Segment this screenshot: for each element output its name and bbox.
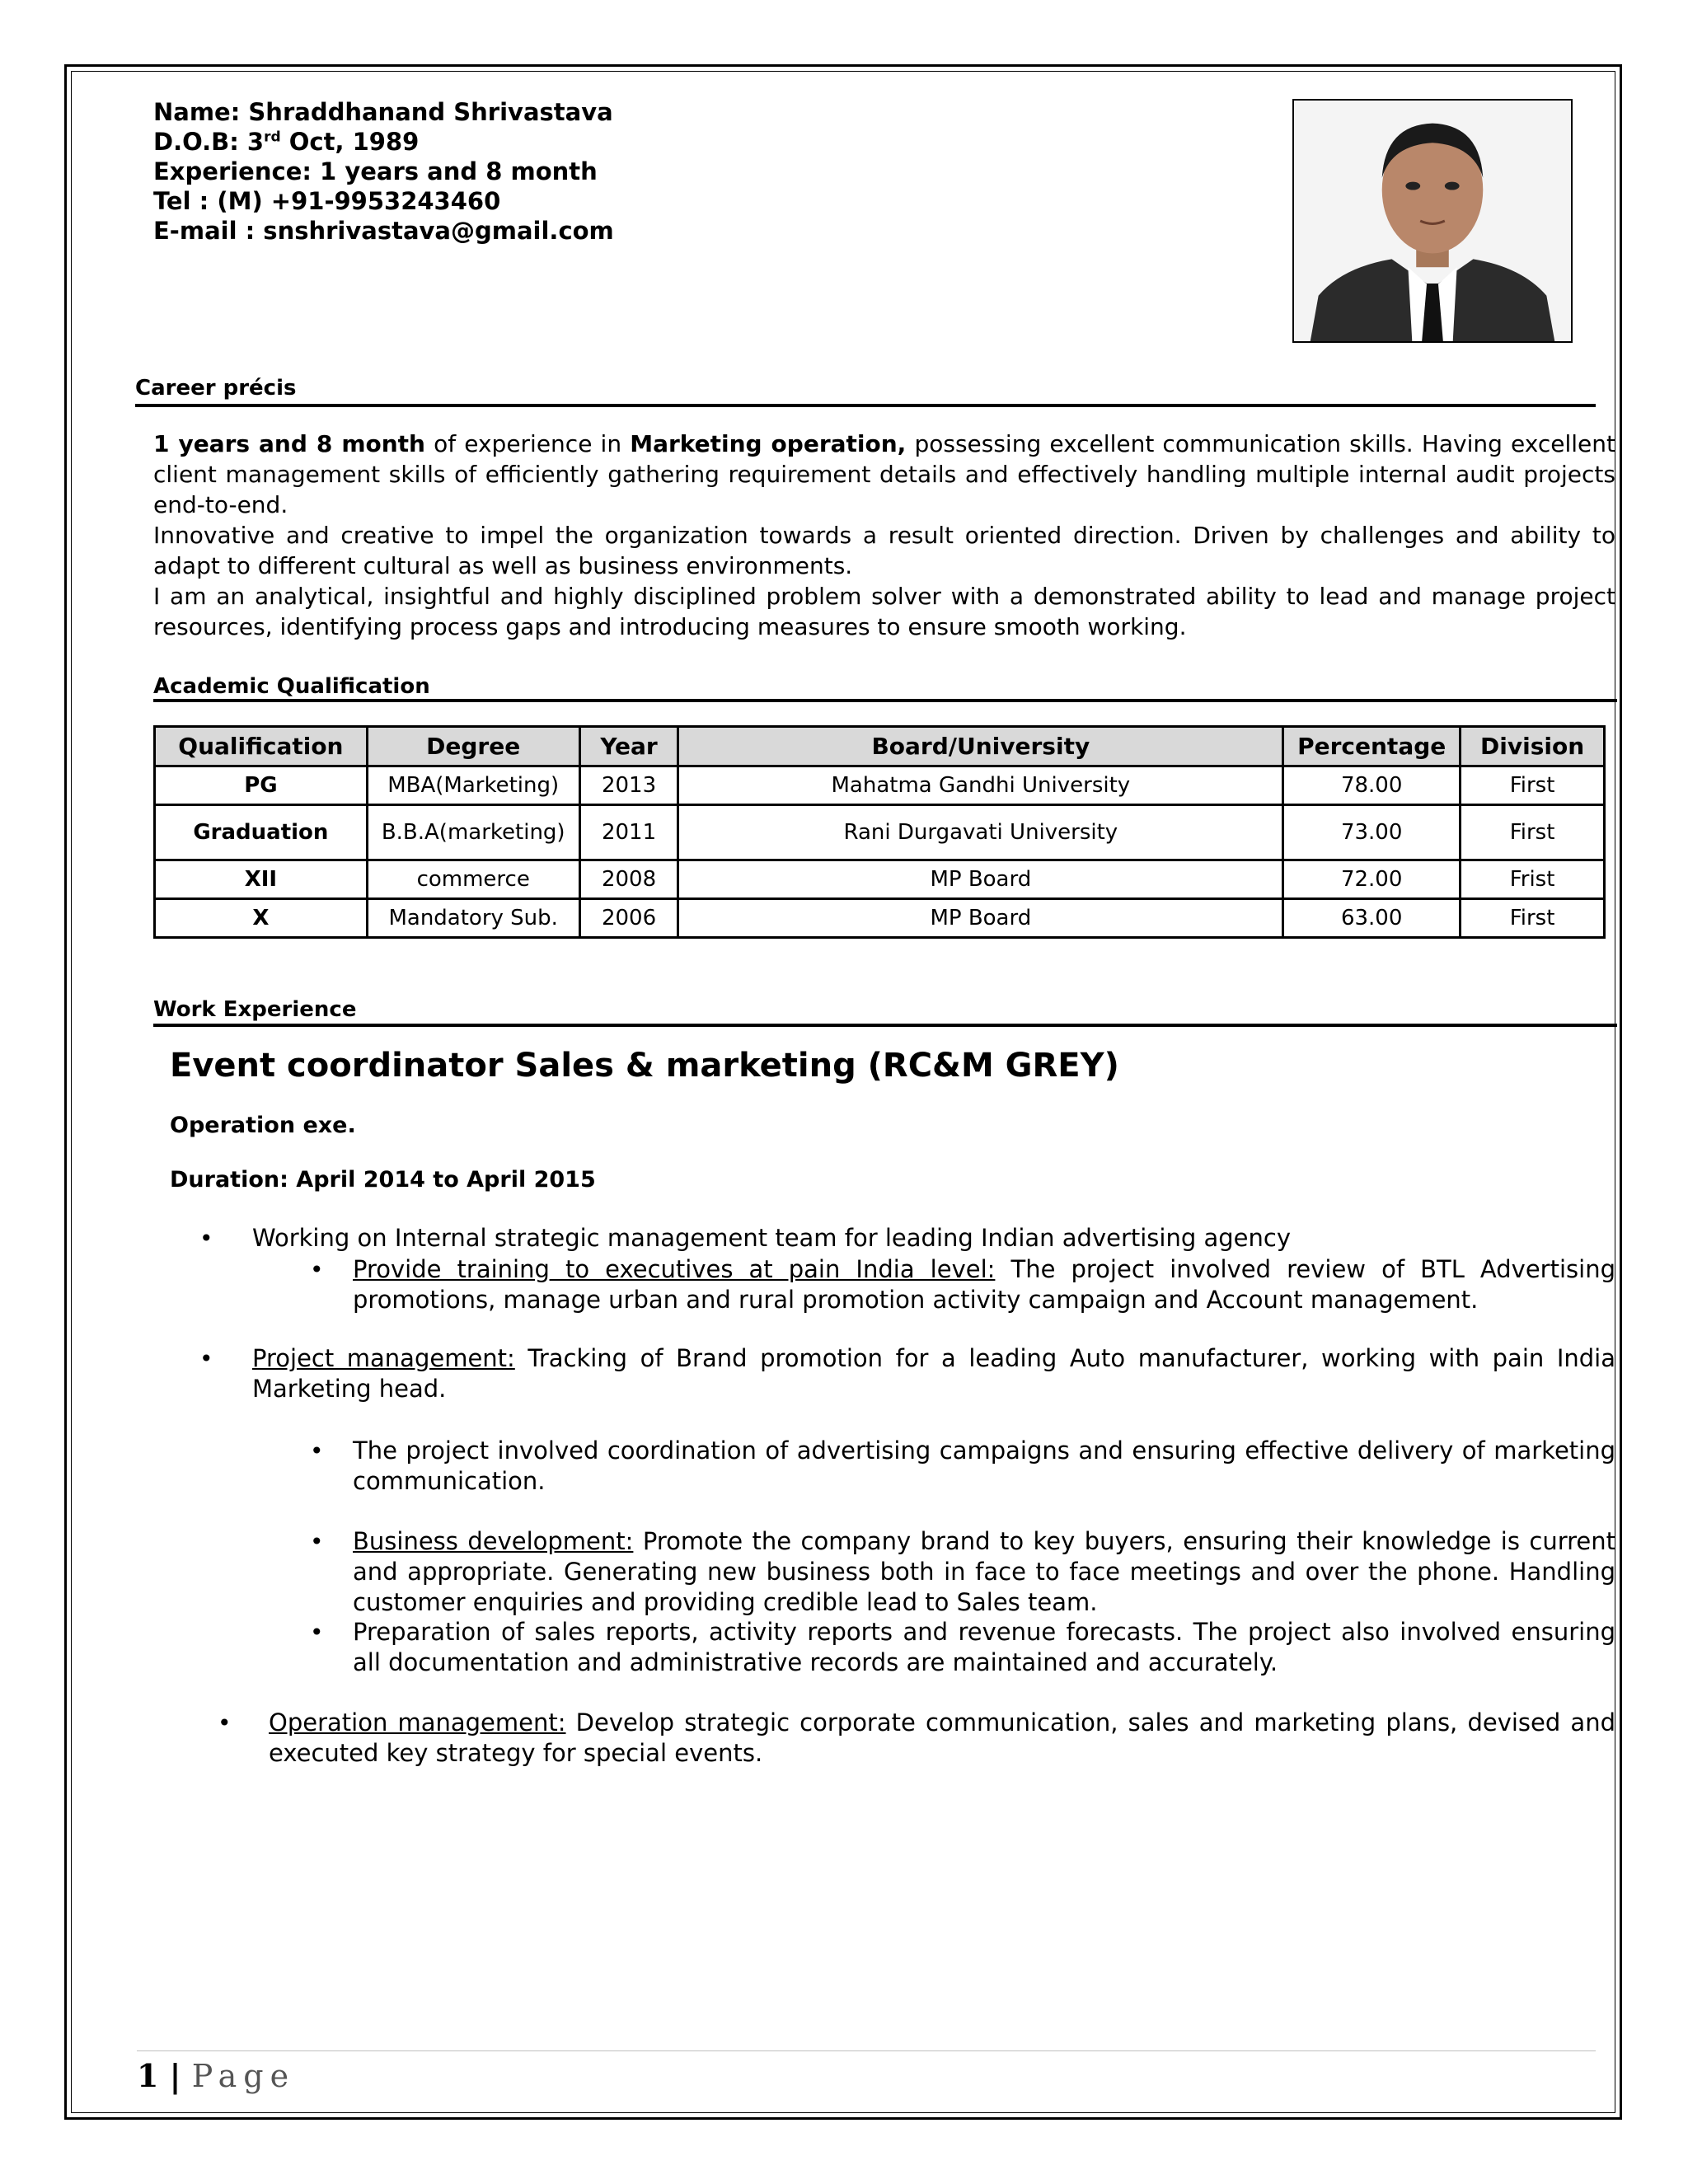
column-header: Degree: [367, 727, 579, 766]
list-item: • Project management: Tracking of Brand promotion for a leading Auto manufacturer, working with pain India Marketing head.: [199, 1344, 1615, 1403]
column-header: Division: [1461, 727, 1605, 766]
table-cell: First: [1461, 899, 1605, 938]
table-cell: 63.00: [1283, 899, 1461, 938]
bullet-icon: •: [199, 1225, 213, 1252]
job-role: Operation exe.: [170, 1113, 356, 1138]
table-cell: 2011: [579, 805, 678, 860]
table-cell: 2013: [579, 766, 678, 805]
page-label: Page: [191, 2058, 296, 2094]
page-footer: [137, 2057, 295, 2094]
table-cell: PG: [155, 766, 368, 805]
page-number: 1: [137, 2057, 159, 2094]
list-item: • Working on Internal strategic management team for leading Indian advertising agency: [199, 1224, 1291, 1252]
bullet-icon: •: [199, 1345, 213, 1372]
bullet-icon: •: [310, 1437, 324, 1465]
experience-line: Experience: 1 years and 8 month: [153, 157, 598, 185]
table-row: [155, 860, 1605, 899]
table-cell: First: [1461, 766, 1605, 805]
column-header: Percentage: [1283, 727, 1461, 766]
column-header: Year: [579, 727, 678, 766]
table-cell: X: [155, 899, 368, 938]
career-precis-rule: [135, 404, 1596, 407]
career-precis-body: [153, 429, 1615, 642]
career-precis-heading: Career précis: [135, 376, 297, 401]
list-item: • The project involved coordination of advertising campaigns and ensuring effective delivery of marketing communication.: [310, 1436, 1615, 1495]
personal-details: [153, 97, 614, 246]
precis-paragraph-3: I am an analytical, insightful and highly disciplined problem solver with a demonstrated ability to lead and manage project resources, identifying process gaps and introducing measures to ensure smooth working.: [153, 583, 1615, 640]
table-cell: 72.00: [1283, 860, 1461, 899]
footer-divider: [137, 2050, 1596, 2051]
column-header: Qualification: [155, 727, 368, 766]
table-row: [155, 805, 1605, 860]
table-cell: Frist: [1461, 860, 1605, 899]
page-border-inner: [71, 71, 1615, 2113]
column-header: Board/University: [678, 727, 1283, 766]
name-line: Name: Shraddhanand Shrivastava: [153, 98, 613, 126]
table-cell: Rani Durgavati University: [678, 805, 1283, 860]
table-cell: B.B.A(marketing): [367, 805, 579, 860]
table-cell: 78.00: [1283, 766, 1461, 805]
list-item: • Provide training to executives at pain India level: The project involved review of BTL Advertising promotions, manage urban and rural promotion activity campaign and Account management.: [310, 1255, 1615, 1314]
academic-table: [153, 725, 1606, 939]
dob-line: D.O.B: 3rd Oct, 1989: [153, 128, 420, 156]
job-duration: Duration: April 2014 to April 2015: [170, 1167, 596, 1193]
work-experience-rule: [153, 1024, 1617, 1027]
list-item: • Operation management: Develop strategic corporate communication, sales and marketing plans, devised and executed key strategy for special events.: [218, 1708, 1615, 1767]
academic-rule: [153, 699, 1617, 702]
table-row: [155, 899, 1605, 938]
table-cell: MP Board: [678, 860, 1283, 899]
bullet-icon: •: [310, 1256, 324, 1283]
table-cell: 73.00: [1283, 805, 1461, 860]
bullet-icon: •: [310, 1619, 324, 1646]
list-item: • Business development: Promote the company brand to key buyers, ensuring their knowledge is current and appropriate. Generating new business both in face to face meetings and over the phone. Handling customer enquiries and providing credible lead to Sales team.: [310, 1527, 1615, 1616]
table-header-row: [155, 727, 1605, 766]
table-cell: XII: [155, 860, 368, 899]
table-cell: MBA(Marketing): [367, 766, 579, 805]
table-cell: 2008: [579, 860, 678, 899]
email-line: E-mail : snshrivastava@gmail.com: [153, 217, 614, 245]
table-cell: Mandatory Sub.: [367, 899, 579, 938]
precis-paragraph-2: Innovative and creative to impel the organization towards a result oriented direction. Driven by challenges and ability to adapt to different cultural as well as business environments.: [153, 522, 1615, 579]
profile-photo: [1292, 99, 1573, 343]
bullet-icon: •: [310, 1528, 324, 1555]
work-experience-heading: Work Experience: [153, 997, 357, 1022]
table-cell: MP Board: [678, 899, 1283, 938]
list-item: • Preparation of sales reports, activity reports and revenue forecasts. The project also involved ensuring all documentation and administrative records are maintained and accurately.: [310, 1618, 1615, 1676]
footer-separator: |: [158, 2057, 192, 2094]
table-cell: First: [1461, 805, 1605, 860]
table-cell: Graduation: [155, 805, 368, 860]
academic-heading: Academic Qualification: [153, 674, 430, 699]
table-cell: Mahatma Gandhi University: [678, 766, 1283, 805]
phone-line: Tel : (M) +91-9953243460: [153, 187, 501, 215]
precis-paragraph-1: 1 years and 8 month of experience in Marketing operation, possessing excellent communication skills. Having excellent client management skills of efficiently gathering requirement details and effectively handling multiple internal audit projects end-to-end.: [153, 430, 1615, 518]
table-cell: 2006: [579, 899, 678, 938]
bullet-icon: •: [218, 1709, 232, 1736]
table-cell: commerce: [367, 860, 579, 899]
table-row: [155, 766, 1605, 805]
job-title: Event coordinator Sales & marketing (RC&M GREY): [170, 1047, 1119, 1085]
